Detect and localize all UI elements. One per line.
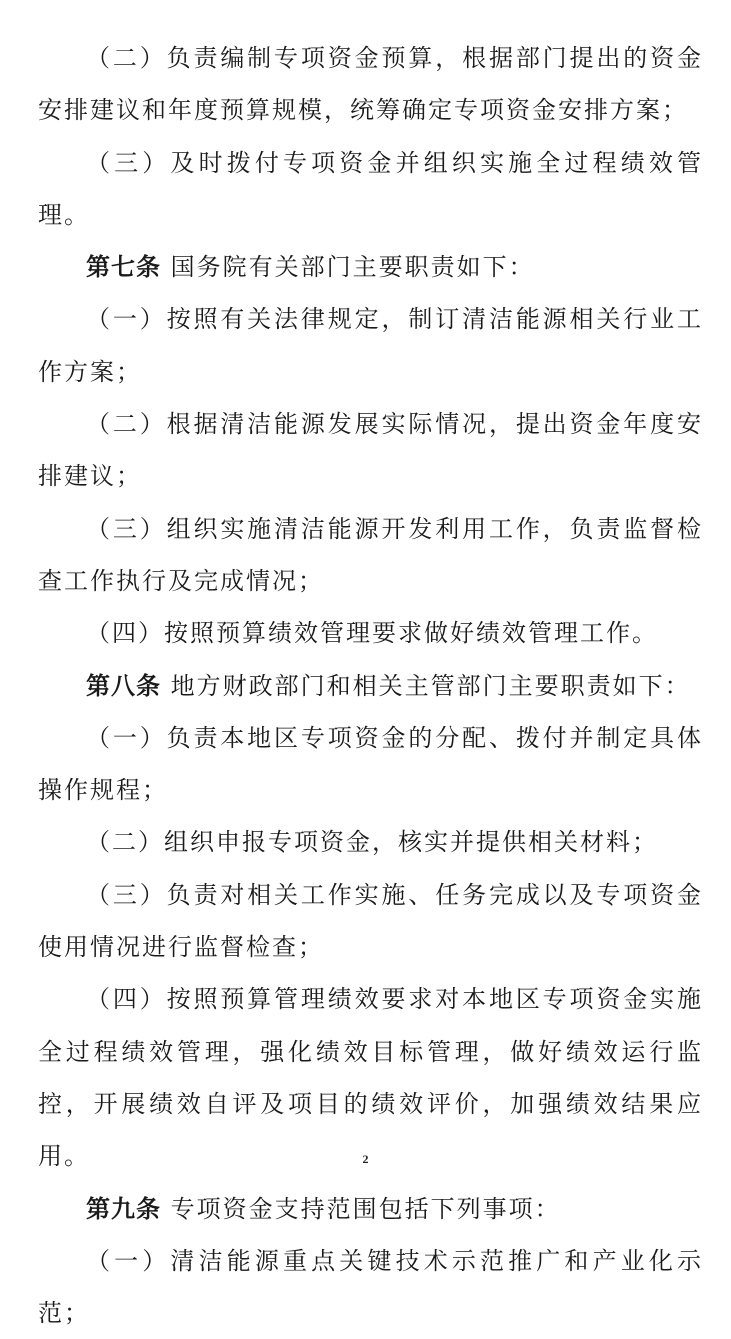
paragraph xyxy=(38,32,703,137)
paragraph-text: （一）清洁能源重点关键技术示范推广和产业化示范； xyxy=(38,1246,703,1328)
paragraph-text: （三）负责对相关工作实施、任务完成以及专项资金使用情况进行监督检查； xyxy=(38,880,703,962)
paragraph xyxy=(38,816,703,868)
document-body xyxy=(38,32,703,1339)
article-heading: 第七条 xyxy=(86,253,161,282)
article-7 xyxy=(38,241,703,293)
paragraph-text: （一）负责本地区专项资金的分配、拨付并制定具体操作规程； xyxy=(38,723,703,805)
paragraph-text: （四）按照预算绩效管理要求做好绩效管理工作。 xyxy=(86,619,658,648)
paragraph-text: （四）按照预算管理绩效要求对本地区专项资金实施全过程绩效管理，强化绩效目标管理，做好绩效运行监控，开展绩效自评及项目的绩效评价，加强绩效结果应用。 xyxy=(38,985,703,1171)
paragraph xyxy=(38,712,703,817)
paragraph-text: （三）组织实施清洁能源开发利用工作，负责监督检查工作执行及完成情况； xyxy=(38,514,703,595)
paragraph xyxy=(38,1235,703,1339)
page-number: 2 xyxy=(362,1152,369,1166)
paragraph-text: 专项资金支持范围包括下列事项： xyxy=(170,1194,561,1223)
paragraph xyxy=(38,293,703,398)
paragraph xyxy=(38,869,703,974)
paragraph-text: （二）组织申报专项资金，核实并提供相关材料； xyxy=(86,828,658,857)
paragraph-text: （二）根据清洁能源发展实际情况，提出资金年度安排建议； xyxy=(38,410,703,491)
article-8 xyxy=(38,660,703,712)
paragraph xyxy=(38,607,703,659)
article-9 xyxy=(38,1183,703,1235)
paragraph-text: （三）及时拨付专项资金并组织实施全过程绩效管理。 xyxy=(38,148,703,229)
article-heading: 第九条 xyxy=(86,1194,161,1223)
paragraph-text: 国务院有关部门主要职责如下： xyxy=(170,253,535,282)
paragraph-text: 地方财政部门和相关主管部门主要职责如下： xyxy=(170,671,691,700)
paragraph xyxy=(38,398,703,503)
paragraph xyxy=(38,137,703,242)
paragraph-text: （二）负责编制专项资金预算，根据部门提出的资金安排建议和年度预算规模，统筹确定专项资金安排方案； xyxy=(38,44,703,125)
paragraph xyxy=(38,503,703,608)
paragraph-text: （一）按照有关法律规定，制订清洁能源相关行业工作方案； xyxy=(38,305,703,386)
article-heading: 第八条 xyxy=(86,671,161,700)
